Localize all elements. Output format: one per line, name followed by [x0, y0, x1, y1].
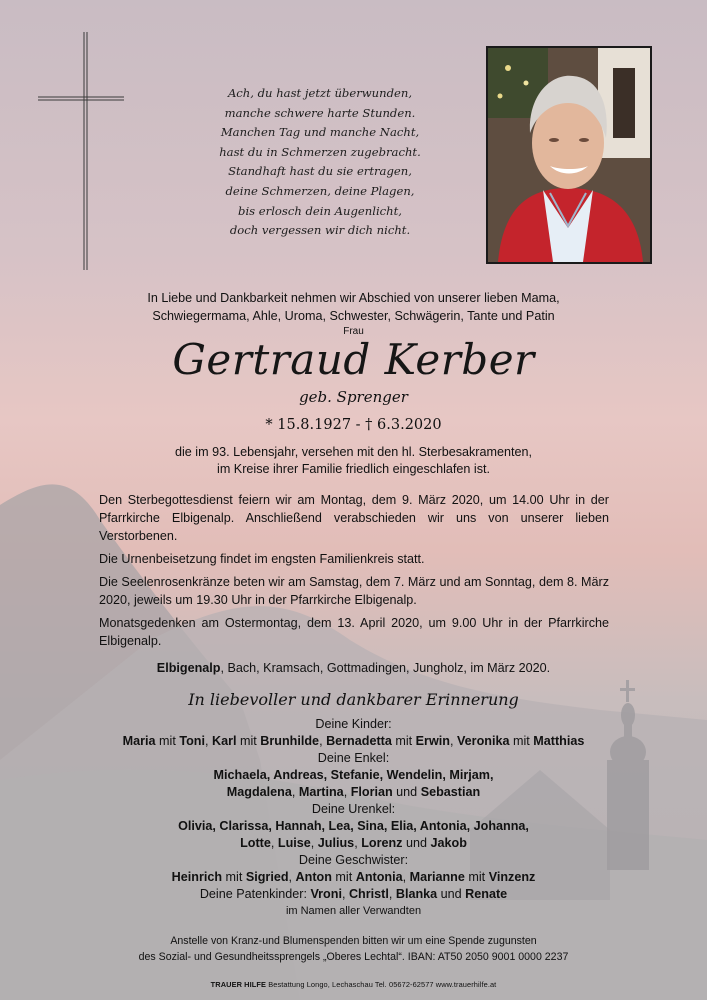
death-line: im Kreise ihrer Familie friedlich eingeschlafen ist.: [217, 462, 490, 476]
death-text: [0, 444, 707, 478]
connector-text: ,: [310, 836, 318, 850]
name-bold: Erwin: [415, 734, 450, 748]
grandchildren-label: Deine Enkel:: [317, 751, 390, 765]
death-line: die im 93. Lebensjahr, versehen mit den hl. Sterbesakramenten,: [174, 445, 533, 459]
name-bold: Marianne: [409, 870, 465, 884]
place-bold: Elbigenalp: [156, 661, 221, 675]
name-bold: Lorenz: [361, 836, 403, 850]
connector-text: mit: [464, 870, 489, 884]
connector-text: ,: [270, 836, 278, 850]
poem-line: Standhaft hast du sie ertragen,: [228, 164, 412, 179]
poem-line: deine Schmerzen, deine Plagen,: [225, 183, 415, 198]
funeral-home-footer: [0, 980, 707, 989]
poem-line: Ach, du hast jetzt überwunden,: [227, 86, 413, 100]
connector-text: ,: [449, 734, 457, 748]
name-bold: Sigried: [245, 870, 289, 884]
urn-paragraph: Die Urnenbeisetzung findet im engsten Familienkreis statt.: [99, 552, 425, 566]
title-prefix: Frau: [343, 326, 364, 337]
name-bold: Karl: [211, 734, 237, 748]
name-bold: Maria: [122, 734, 156, 748]
name-bold: Christl: [348, 887, 389, 901]
great-grandchildren-names-1: Olivia, Clarissa, Hannah, Lea, Sina, Elia, Antonia, Johanna,: [178, 819, 529, 833]
connector-text: mit: [236, 734, 261, 748]
connector-text: ,: [341, 887, 349, 901]
connector-text: mit: [391, 734, 416, 748]
name-bold: Antonia: [355, 870, 403, 884]
name-bold: Brunhilde: [260, 734, 320, 748]
name-bold: Julius: [317, 836, 355, 850]
children-label: Deine Kinder:: [315, 717, 392, 731]
closing-line: im Namen aller Verwandten: [285, 905, 422, 917]
donation-line: des Sozial- und Gesundheitssprengels „Oberes Lechtal“. IBAN: AT50 2050 9001 0000 2237: [138, 951, 569, 963]
poem-line: hast du in Schmerzen zugebracht.: [219, 144, 421, 159]
place-date-line: [0, 661, 707, 675]
intro-line: Schwiegermama, Ahle, Uroma, Schwester, Schwägerin, Tante und Patin: [152, 309, 555, 323]
maiden-name: geb. Sprenger: [299, 388, 408, 406]
poem-line: Manchen Tag und manche Nacht,: [220, 125, 420, 140]
portrait-image: [488, 48, 650, 262]
name-bold: Blanka: [395, 887, 438, 901]
family-list: [0, 716, 707, 920]
connector-text: ,: [402, 870, 410, 884]
connector-text: ,: [204, 734, 212, 748]
name-bold: Heinrich: [171, 870, 223, 884]
great-grandchildren-names-2: [0, 835, 707, 852]
name-bold: Veronika: [456, 734, 510, 748]
poem-line: manche schwere harte Stunden.: [224, 105, 416, 120]
connector-text: Deine Patenkinder:: [199, 887, 311, 901]
life-dates: * 15.8.1927 - † 6.3.2020: [265, 417, 442, 433]
name-bold: Florian: [350, 785, 393, 799]
connector-text: mit: [331, 870, 356, 884]
name-bold: Luise: [277, 836, 311, 850]
name-bold: Anton: [295, 870, 332, 884]
name-bold: Sebastian: [420, 785, 481, 799]
connector-text: ,: [319, 734, 327, 748]
connector-text: ,: [288, 870, 296, 884]
connector-text: ,: [388, 887, 396, 901]
connector-text: ,: [291, 785, 299, 799]
connector-text: und: [437, 887, 466, 901]
connector-text: mit: [222, 870, 246, 884]
name-bold: Jakob: [430, 836, 467, 850]
deceased-name: Gertraud Kerber: [172, 335, 535, 384]
connector-text: mit: [155, 734, 180, 748]
connector-text: ,: [354, 836, 362, 850]
poem-line: bis erlosch dein Augenlicht,: [238, 203, 402, 218]
name-bold: Martina: [298, 785, 344, 799]
name-bold: Renate: [465, 887, 508, 901]
poem-line: doch vergessen wir dich nicht.: [229, 223, 411, 238]
service-paragraph: Den Sterbegottesdienst feiern wir am Montag, dem 9. März 2020, um 14.00 Uhr in der Pfarrkirche Elbigenalp. Anschließend verabschieden wir uns von unserer lieben Verstorbenen.: [99, 493, 609, 543]
donation-note: [0, 933, 707, 965]
portrait-photo: [486, 46, 652, 264]
name-bold: Lotte: [240, 836, 271, 850]
connector-text: und: [402, 836, 431, 850]
cross-icon: [36, 30, 126, 275]
name-bold: Bernadetta: [326, 734, 392, 748]
grandchildren-names-1: Michaela, Andreas, Stefanie, Wendelin, Mirjam,: [213, 768, 494, 782]
intro-line: In Liebe und Dankbarkeit nehmen wir Abschied von unserer lieben Mama,: [147, 291, 560, 305]
name-bold: Vroni: [310, 887, 342, 901]
memorial-paragraph: Monatsgedenken am Ostermontag, dem 13. April 2020, um 9.00 Uhr in der Pfarrkirche Elbigenalp.: [99, 616, 609, 648]
connector-text: und: [392, 785, 421, 799]
footer-text: Bestattung Longo, Lechaschau Tel. 05672-62577 www.trauerhilfe.at: [266, 980, 497, 989]
donation-line: Anstelle von Kranz-und Blumenspenden bitten wir um eine Spende zugunsten: [170, 935, 537, 947]
footer-brand: TRAUER HILFE: [210, 980, 267, 989]
siblings-label: Deine Geschwister:: [298, 853, 409, 867]
rosary-paragraph: Die Seelenrosenkränze beten wir am Samstag, dem 7. März und am Sonntag, dem 8. März 2020, jeweils um 19.30 Uhr in der Pfarrkirche Elbigenalp.: [99, 575, 609, 607]
intro-text: [0, 289, 707, 325]
name-bold: Matthias: [533, 734, 585, 748]
siblings-names: [0, 869, 707, 886]
connector-text: mit: [509, 734, 534, 748]
grandchildren-names-2: [0, 784, 707, 801]
memory-heading: In liebevoller und dankbarer Erinnerung: [188, 690, 519, 709]
name-bold: Toni: [179, 734, 205, 748]
great-grandchildren-label: Deine Urenkel:: [311, 802, 396, 816]
place-rest: , Bach, Kramsach, Gottmadingen, Jungholz, im März 2020.: [220, 661, 551, 675]
name-bold: Magdalena: [226, 785, 292, 799]
poem: [200, 84, 440, 241]
godchildren-line: [0, 886, 707, 903]
connector-text: ,: [343, 785, 351, 799]
children-names: [0, 733, 707, 750]
name-bold: Vinzenz: [488, 870, 536, 884]
